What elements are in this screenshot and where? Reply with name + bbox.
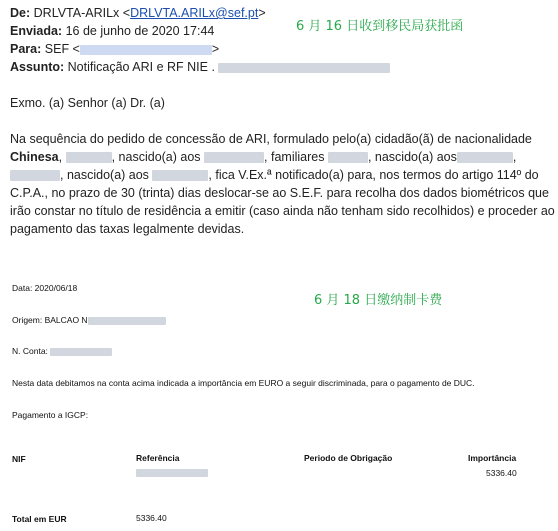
- redacted-account: [50, 348, 112, 356]
- total-label: Total em EUR: [12, 514, 67, 524]
- body-line-1: Na sequência do pedido de concessão de ARI, formulado pelo(a) cidadão(ã) de nacionalidade: [10, 132, 532, 146]
- receipt-debit-text: Nesta data debitamos na conta acima indicada a importância em EURO a seguir discriminada, para o pagamento de DUC.: [12, 378, 475, 388]
- line2-family: , familiares: [264, 150, 325, 164]
- body-line-6: pagamento das taxas legalmente devidas.: [10, 222, 245, 236]
- subject-value: Notificação ARI e RF NIE .: [67, 60, 215, 74]
- row-amount: 5336.40: [486, 468, 517, 478]
- redacted-name-2: [328, 152, 368, 163]
- line2-comma-2: ,: [512, 150, 517, 164]
- receipt-account-text: N. Conta:: [12, 346, 48, 356]
- line3-rest: , fica V.Ex.ª notificado(a) para, nos termos do artigo 114º do: [208, 168, 539, 182]
- annotation-received: 6 月 16 日收到移民局获批函: [296, 19, 464, 34]
- redacted-name-3: [10, 170, 60, 181]
- from-email-close: >: [258, 6, 266, 20]
- receipt-date: Data: 2020/06/18: [12, 283, 78, 293]
- line3-born: , nascido(a) aos: [60, 168, 149, 182]
- receipt-origin: [12, 315, 166, 325]
- sent-row: [10, 22, 214, 40]
- subject-row: [10, 58, 390, 76]
- line2-born: , nascido(a) aos: [111, 150, 201, 164]
- sent-value: 16 de junho de 2020 17:44: [65, 24, 215, 38]
- redacted-name-1: [66, 152, 112, 163]
- to-value: SEF <: [44, 42, 80, 56]
- from-row: [10, 4, 266, 22]
- from-label: De:: [10, 6, 31, 20]
- line2-born-2: , nascido(a) aos: [367, 150, 457, 164]
- greeting: Exmo. (a) Senhor (a) Dr. (a): [10, 96, 165, 110]
- receipt-payment-label: Pagamento a IGCP:: [12, 410, 89, 420]
- body-line-4: C.P.A., no prazo de 30 (trinta) dias deslocar-se ao S.E.F. para recolha dos dados biométricos que: [10, 186, 549, 200]
- redacted-date-2: [457, 152, 513, 163]
- receipt-account: [12, 346, 112, 356]
- from-email-link[interactable]: DRLVTA.ARILx@sef.pt: [130, 6, 259, 20]
- subject-redacted: [218, 63, 390, 73]
- body-line-2: [10, 148, 516, 166]
- redacted-reference: [136, 469, 208, 477]
- col-periodo: Periodo de Obrigação: [304, 453, 393, 463]
- receipt-origin-text: Origem: BALCAO N: [12, 315, 88, 325]
- col-importancia: Importância: [468, 453, 517, 463]
- body-line-5: irão constar no título de residência a emitir (caso ainda não tenham sido recolhidos) e proceder ao: [10, 204, 555, 218]
- redacted-date-1: [204, 152, 264, 163]
- sent-label: Enviada:: [10, 24, 63, 38]
- redacted-date-3: [152, 170, 208, 181]
- total-value: 5336.40: [136, 513, 167, 523]
- to-label: Para:: [10, 42, 42, 56]
- body-line-3: [10, 166, 539, 184]
- nationality-text: Chinesa: [10, 150, 59, 164]
- annotation-paid: 6 月 18 日缴纳制卡费: [314, 293, 443, 308]
- to-row: [10, 40, 219, 58]
- to-email-redacted: [80, 45, 212, 55]
- to-close: >: [211, 42, 220, 56]
- col-nif: NIF: [12, 454, 26, 464]
- redacted-branch: [88, 317, 166, 325]
- line2-comma: ,: [58, 150, 63, 164]
- from-name: DRLVTA-ARILx <: [33, 6, 131, 20]
- subject-label: Assunto:: [10, 60, 65, 74]
- col-referencia: Referência: [136, 453, 180, 463]
